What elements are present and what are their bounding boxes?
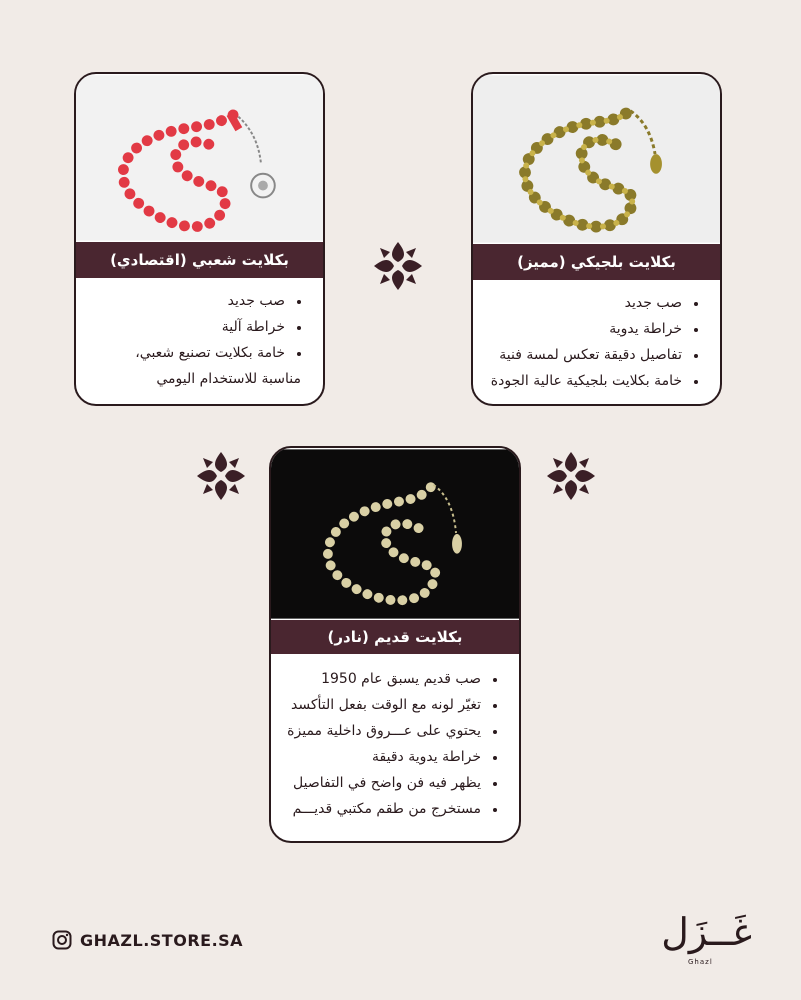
feature-item: خامة بكلايت بلجيكية عالية الجودة: [483, 368, 698, 394]
card-premium: [471, 72, 722, 406]
instagram-handle[interactable]: [52, 930, 243, 950]
feature-item: خراطة آلية: [86, 314, 301, 340]
card-economic-title: بكلايت شعبي (اقتصادي): [76, 242, 323, 278]
feature-item: صب جديد: [483, 290, 698, 316]
feature-item: صب جديد: [86, 288, 301, 314]
instagram-icon: [52, 930, 72, 950]
feature-item: مستخرج من طقم مكتبي قديـــم: [281, 796, 497, 822]
red-prayer-beads-image: [76, 74, 323, 242]
ornament-icon: [193, 448, 249, 504]
brand-logo: [622, 910, 752, 968]
instagram-handle-text: GHAZL.STORE.SA: [80, 930, 244, 950]
feature-item-continuation: مناسبة للاستخدام اليومي: [156, 371, 301, 387]
feature-item: تغيّر لونه مع الوقت بفعل التأكسد: [281, 692, 497, 718]
ornament-icon: [370, 238, 426, 294]
antique-prayer-beads-image: [271, 448, 519, 620]
card-rare-title: بكلايت قديم (نادر): [271, 620, 519, 654]
card-economic-features: [76, 288, 323, 392]
card-rare-features: [271, 666, 519, 822]
ornament-icon: [543, 448, 599, 504]
brand-logo-subtext: Ghazl: [688, 958, 713, 966]
card-economic: [74, 72, 325, 406]
feature-item: خراطة يدوية: [483, 316, 698, 342]
feature-item: تفاصيل دقيقة تعكس لمسة فنية: [483, 342, 698, 368]
brand-logo-word: غَــزَل: [661, 910, 752, 954]
belgian-prayer-beads-image: [473, 74, 720, 244]
feature-item: يظهر فيه فن واضح في التفاصيل: [281, 770, 497, 796]
feature-item: خامة بكلايت تصنيع شعبي،: [86, 340, 301, 366]
card-premium-title: بكلايت بلجيكي (مميز): [473, 244, 720, 280]
feature-item: خراطة يدوية دقيقة: [281, 744, 497, 770]
card-rare: [269, 446, 521, 843]
feature-item: صب قديم يسبق عام 1950: [281, 666, 497, 692]
card-premium-features: [473, 290, 720, 394]
feature-item: يحتوي على عـــروق داخلية مميزة: [281, 718, 497, 744]
